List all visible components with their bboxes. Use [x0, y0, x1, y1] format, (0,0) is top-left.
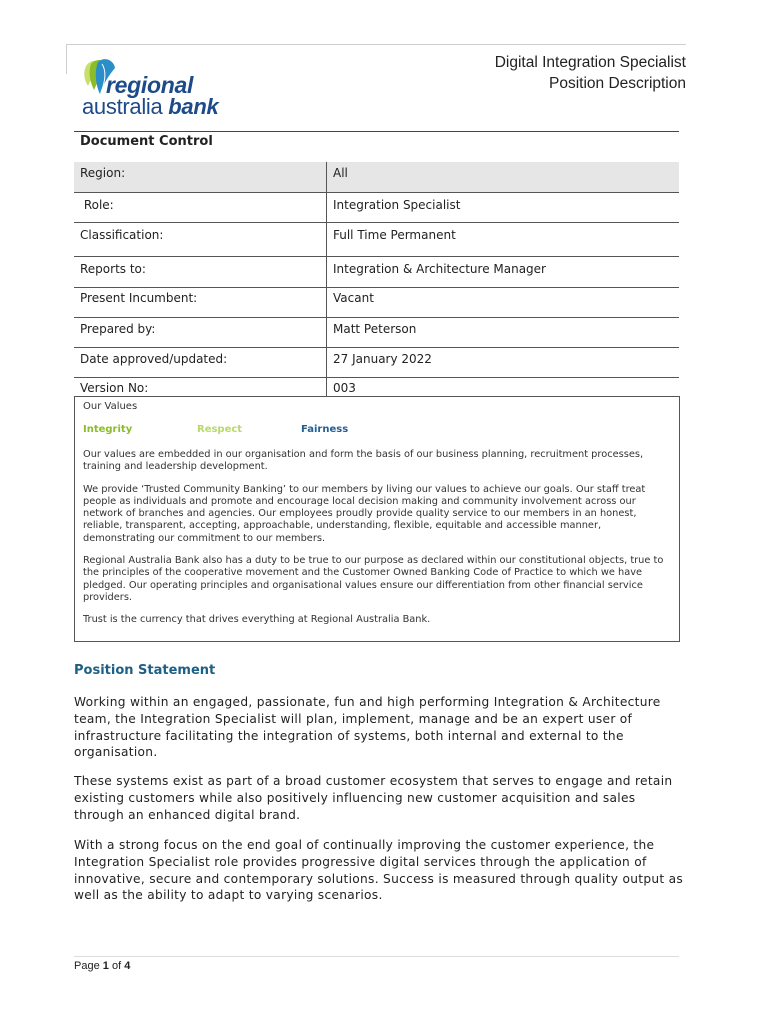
table-row: [74, 192, 679, 222]
document-control-table: [74, 162, 679, 396]
page-left-border: [66, 44, 67, 74]
table-row: [74, 377, 679, 396]
position-statement-heading: Position Statement: [74, 663, 216, 678]
document-title: [495, 52, 686, 94]
document-control-heading: Document Control: [80, 134, 213, 149]
footer-page-total: 4: [124, 960, 131, 972]
table-row: [74, 317, 679, 347]
logo-word-australia: australia: [82, 94, 163, 119]
logo-word-bank: bank: [168, 94, 219, 119]
values-list: [83, 424, 671, 438]
row-value-reports-to: Integration & Architecture Manager: [327, 256, 680, 287]
footer-rule: [74, 956, 679, 957]
row-value-classification: Full Time Permanent: [327, 222, 680, 256]
page-top-border: [66, 44, 686, 45]
document-title-line2: Position Description: [549, 75, 686, 92]
row-value-date-approved: 27 January 2022: [327, 347, 680, 377]
page-footer: [74, 960, 130, 972]
row-value-version: 003: [327, 377, 680, 396]
value-integrity: Integrity: [83, 424, 133, 435]
row-value-region: All: [327, 162, 680, 192]
value-fairness: Fairness: [301, 424, 349, 435]
values-paragraph: Trust is the currency that drives everything at Regional Australia Bank.: [83, 614, 431, 626]
row-label-date-approved: Date approved/updated:: [74, 347, 327, 377]
bank-logo: [82, 56, 227, 120]
values-paragraph: Regional Australia Bank also has a duty to be true to our purpose as declared within our constitutional objects, true to the principles of the cooperative movement and the Customer Owned Banking Code of Practice to which we have pledged. Our operating principles and organisational values ensure our differentiation from other financial service providers.: [83, 555, 664, 603]
table-row: [74, 287, 679, 317]
row-label-classification: Classification:: [74, 222, 327, 256]
row-value-role: Integration Specialist: [327, 192, 680, 222]
row-label-prepared-by: Prepared by:: [74, 317, 327, 347]
value-respect: Respect: [197, 424, 243, 435]
logo-line-australia-bank: [82, 96, 218, 118]
position-statement-paragraph: With a strong focus on the end goal of continually improving the customer experience, the Integration Specialist role provides progressive digital services through the application of innovative, secure and contemporary solutions. Success is measured through quality output as well as the ability to adapt to varying scenarios.: [74, 838, 684, 903]
row-label-region: Region:: [74, 162, 327, 192]
document-title-line1: Digital Integration Specialist: [494, 54, 686, 71]
row-value-prepared-by: Matt Peterson: [327, 317, 680, 347]
values-paragraph: Our values are embedded in our organisation and form the basis of our business planning, recruitment processes, training and leadership development.: [83, 449, 644, 473]
row-label-role: Role:: [74, 192, 327, 222]
position-statement-paragraph: These systems exist as part of a broad customer ecosystem that serves to engage and retain existing customers while also positively influencing new customer acquisition and sales through an enhanced digital brand.: [74, 774, 673, 822]
our-values-box: [74, 396, 680, 642]
table-row: [74, 347, 679, 377]
row-label-version: Version No:: [80, 380, 149, 395]
footer-page-current: 1: [102, 960, 109, 972]
footer-of-word: of: [111, 960, 122, 972]
table-row: [74, 162, 679, 192]
our-values-title: Our Values: [83, 401, 138, 412]
row-label-present-incumbent: Present Incumbent:: [74, 287, 327, 317]
footer-page-word: Page: [74, 960, 100, 972]
document-control-top-rule: [74, 131, 679, 132]
values-paragraph: We provide ‘Trusted Community Banking’ to our members by living our values to achieve our goals. Our staff treat people as individuals and promote and encourage local decision making and community involvement across our network of branches and agencies. Our employees proudly provide quality service to our members in an honest, reliable, transparent, accepting, approachable, understanding, flexible, equitable and accessible manner, demonstrating our commitment to our members.: [83, 483, 646, 544]
table-row: [74, 222, 679, 256]
logo-word-regional: regional: [106, 72, 194, 98]
row-label-reports-to: Reports to:: [74, 256, 327, 287]
table-row: [74, 256, 679, 287]
position-statement-paragraph: Working within an engaged, passionate, fun and high performing Integration & Architecture team, the Integration Specialist will plan, implement, manage and be an expert user of infrastructure facilitating the integration of systems, both internal and external to the organisation.: [74, 695, 661, 760]
row-value-present-incumbent: Vacant: [327, 287, 680, 317]
